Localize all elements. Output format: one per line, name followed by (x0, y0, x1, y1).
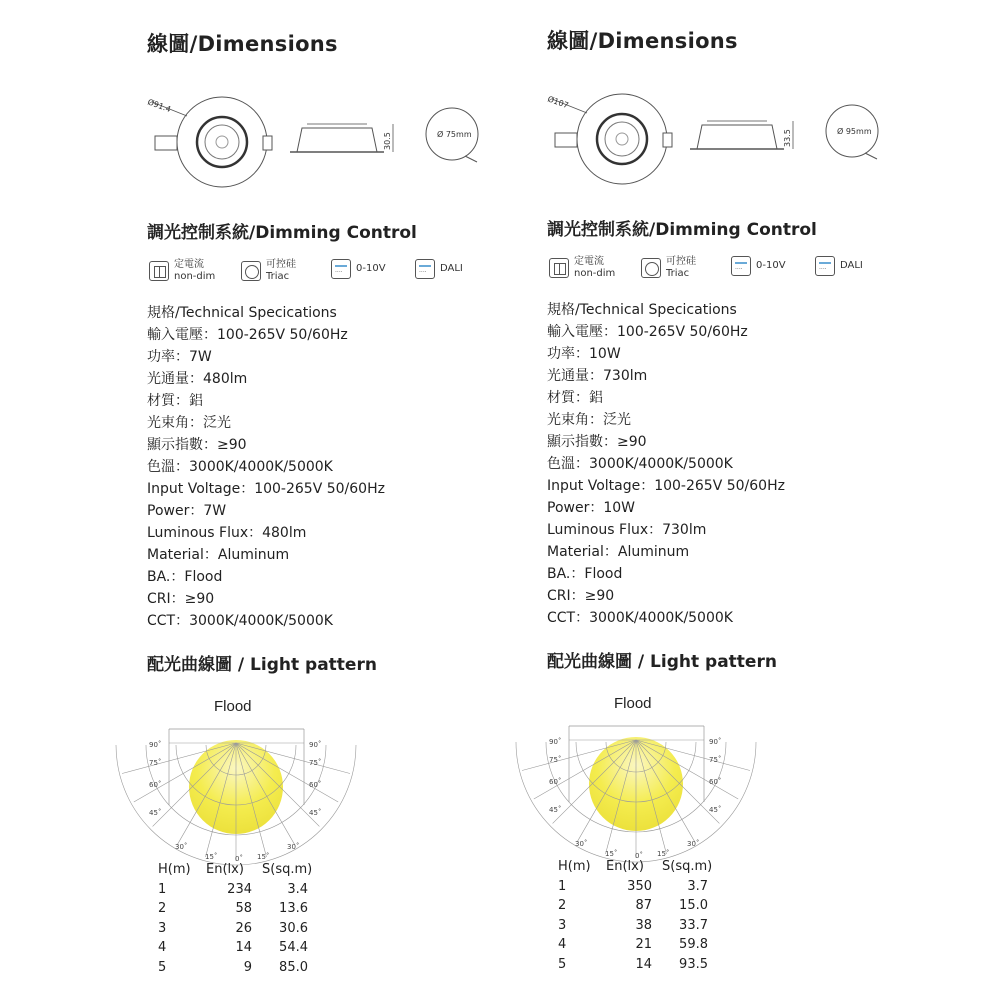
dimming-label-line1: 可控硅 (666, 256, 696, 267)
table-cell: 59.8 (679, 937, 708, 952)
top-view-outer (577, 94, 667, 184)
table-row (558, 955, 718, 975)
dimming-label-line1: 0-10V (356, 263, 386, 274)
dimming-option (641, 256, 696, 280)
dimming-label-line1: DALI (840, 260, 863, 271)
angle-label: 15˚ (205, 853, 218, 861)
spec-list (147, 302, 385, 632)
0-10v-icon: ···· (731, 256, 751, 276)
angle-label: 75˚ (309, 759, 322, 767)
polar-chart-title: Flood (214, 698, 252, 715)
triac-icon (241, 261, 261, 281)
spec-line: CCT：3000K/4000K/5000K (147, 613, 333, 629)
dimming-options (149, 259, 489, 289)
spec-list (547, 299, 785, 629)
angle-label: 90˚ (149, 741, 162, 749)
diameter-label: Ø107 (546, 94, 570, 111)
dimming-label-line2: non-dim (574, 268, 616, 279)
spec-line: 功率：10W (547, 346, 621, 362)
height-label: 33.5 (783, 129, 792, 147)
table-cell: 3.4 (287, 881, 308, 897)
dimming-option (731, 256, 786, 276)
triac-icon (641, 258, 661, 278)
dimming-label-line2: Triac (666, 268, 690, 279)
top-view-outer (177, 97, 267, 187)
spec-heading: 規格/Technical Specications (547, 302, 737, 318)
dimming-option (815, 256, 863, 276)
dimming-options (549, 256, 889, 286)
angle-label: 90˚ (549, 738, 562, 746)
spec-line: 材質：鋁 (547, 390, 603, 406)
dimming-option (415, 259, 463, 279)
angle-label: 30˚ (175, 843, 188, 851)
table-cell: 350 (627, 878, 652, 894)
dali-icon: ···· (415, 259, 435, 279)
angle-label: 45˚ (709, 806, 722, 814)
light-pattern-title: 配光曲線圖 / Light pattern (547, 652, 777, 672)
spec-line: BA.：Flood (147, 569, 223, 585)
angle-label: 15˚ (605, 850, 618, 858)
table-cell: 5 (558, 956, 567, 972)
table-header-cell: H(m) (158, 862, 191, 877)
table-header-cell: H(m) (558, 859, 591, 874)
dimming-title: 調光控制系統/Dimming Control (547, 220, 817, 240)
table-row (558, 896, 718, 916)
dimming-label-line1: 定電流 (174, 259, 204, 270)
spec-line: 色溫：3000K/4000K/5000K (147, 459, 333, 475)
angle-label: 30˚ (687, 840, 700, 848)
table-row (158, 919, 318, 939)
illuminance-table (158, 860, 318, 977)
table-row (158, 899, 318, 919)
spec-line: Material：Aluminum (547, 544, 690, 560)
cutout-label: Ø 75mm (437, 130, 472, 139)
spec-line: 光束角：泛光 (547, 412, 631, 428)
angle-label: 75˚ (549, 756, 562, 764)
spec-line: 顯示指數：≥90 (147, 437, 247, 453)
light-distribution-chart (147, 715, 322, 875)
angle-label: 30˚ (575, 840, 588, 848)
light-pattern-title: 配光曲線圖 / Light pattern (147, 655, 377, 675)
spec-heading: 規格/Technical Specications (147, 305, 337, 321)
dimming-option (549, 256, 615, 280)
angle-label: 0˚ (635, 852, 643, 860)
spec-line: 光束角：泛光 (147, 415, 231, 431)
table-cell: 3 (558, 917, 567, 933)
angle-label: 60˚ (309, 781, 322, 789)
spec-line: 光通量：480lm (147, 371, 248, 387)
angle-label: 60˚ (549, 778, 562, 786)
side-view-body (697, 125, 777, 149)
dimming-label (174, 259, 215, 283)
spring-clip-right (263, 136, 272, 150)
table-cell: 85.0 (279, 959, 308, 975)
height-label: 30.5 (383, 132, 392, 150)
table-row (558, 935, 718, 955)
table-cell: 4 (558, 937, 567, 952)
cutout-saw-icon (865, 153, 877, 159)
table-cell: 21 (635, 937, 652, 952)
cutout-saw-icon (465, 156, 477, 162)
angle-label: 30˚ (287, 843, 300, 851)
dimming-label (840, 260, 863, 272)
dimming-option (331, 259, 386, 279)
spec-line: Power：10W (547, 500, 635, 516)
illuminance-table (558, 857, 718, 974)
spec-line: BA.：Flood (547, 566, 623, 582)
spec-line: Power：7W (147, 503, 227, 519)
spec-line: CCT：3000K/4000K/5000K (547, 610, 733, 626)
table-header-cell: En(lx) (606, 859, 644, 874)
constant-current-icon (549, 258, 569, 278)
angle-label: 60˚ (709, 778, 722, 786)
dimming-label-line2: non-dim (174, 271, 216, 282)
table-cell: 4 (158, 940, 167, 955)
angle-label: 15˚ (657, 850, 670, 858)
spec-line: Luminous Flux：480lm (147, 525, 307, 541)
cutout-label: Ø 95mm (837, 127, 872, 136)
spring-clip-left (155, 136, 177, 150)
dimming-title: 調光控制系統/Dimming Control (147, 223, 417, 243)
angle-label: 45˚ (149, 809, 162, 817)
table-cell: 3.7 (687, 878, 708, 894)
table-cell: 38 (635, 917, 652, 933)
product-column-right (547, 0, 907, 1000)
table-cell: 93.5 (679, 956, 708, 972)
dimming-label-line1: 0-10V (756, 260, 786, 271)
dimming-label-line1: 定電流 (574, 256, 604, 267)
angle-label: 45˚ (309, 809, 322, 817)
angle-label: 15˚ (257, 853, 270, 861)
table-row (558, 877, 718, 897)
table-cell: 15.0 (679, 898, 708, 913)
table-row (158, 958, 318, 978)
spec-line: CRI：≥90 (547, 588, 615, 604)
table-header-cell: S(sq.m) (662, 859, 713, 874)
table-header (158, 860, 318, 880)
constant-current-icon (149, 261, 169, 281)
spec-line: 光通量：730lm (547, 368, 648, 384)
table-cell: 14 (635, 956, 652, 972)
dimming-option (241, 259, 296, 283)
spec-line: 色溫：3000K/4000K/5000K (547, 456, 733, 472)
diameter-label: Ø91.4 (146, 97, 173, 115)
table-header-cell: En(lx) (206, 862, 244, 877)
spec-line: 顯示指數：≥90 (547, 434, 647, 450)
dimension-drawing (547, 81, 892, 181)
table-row (158, 880, 318, 900)
spec-line: 功率：7W (147, 349, 212, 365)
table-cell: 58 (235, 901, 252, 916)
table-cell: 30.6 (279, 920, 308, 936)
spec-line: 輸入電壓：100-265V 50/60Hz (547, 324, 748, 340)
product-column-left (147, 0, 507, 1000)
dimming-label-line2: Triac (266, 271, 290, 282)
table-cell: 87 (635, 898, 652, 913)
angle-label: 60˚ (149, 781, 162, 789)
dimming-label (266, 259, 296, 283)
dimming-label (574, 256, 615, 280)
dali-icon: ···· (815, 256, 835, 276)
dimming-label (666, 256, 696, 280)
table-cell: 1 (558, 878, 567, 894)
angle-label: 75˚ (149, 759, 162, 767)
dimming-label-line1: 可控硅 (266, 259, 296, 270)
dimming-label-line1: DALI (440, 263, 463, 274)
dimming-option (149, 259, 215, 283)
dimensions-title: 線圖/Dimensions (547, 29, 738, 53)
table-cell: 9 (243, 959, 252, 975)
spec-line: 輸入電壓：100-265V 50/60Hz (147, 327, 348, 343)
table-row (158, 938, 318, 958)
table-cell: 1 (158, 881, 167, 897)
polar-chart-title: Flood (614, 695, 652, 712)
spring-clip-right (663, 133, 672, 147)
side-view-body (297, 128, 377, 152)
dimming-label (756, 260, 786, 272)
angle-label: 90˚ (709, 738, 722, 746)
spec-line: Material：Aluminum (147, 547, 290, 563)
dimensions-title: 線圖/Dimensions (147, 32, 338, 56)
table-cell: 3 (158, 920, 167, 936)
spec-line: 材質：鋁 (147, 393, 203, 409)
spec-line: CRI：≥90 (147, 591, 215, 607)
spec-line: Input Voltage：100-265V 50/60Hz (547, 478, 785, 494)
spec-line: Luminous Flux：730lm (547, 522, 707, 538)
angle-label: 0˚ (235, 855, 243, 863)
table-cell: 33.7 (679, 917, 708, 933)
table-cell: 26 (235, 920, 252, 936)
table-cell: 13.6 (279, 901, 308, 916)
angle-label: 45˚ (549, 806, 562, 814)
light-distribution-chart (547, 712, 722, 872)
table-cell: 2 (558, 898, 567, 913)
table-header-cell: S(sq.m) (262, 862, 313, 877)
angle-label: 75˚ (709, 756, 722, 764)
table-cell: 2 (158, 901, 167, 916)
spec-line: Input Voltage：100-265V 50/60Hz (147, 481, 385, 497)
dimming-label (440, 263, 463, 275)
angle-label: 90˚ (309, 741, 322, 749)
dimension-drawing (147, 84, 492, 184)
table-row (558, 916, 718, 936)
table-cell: 234 (227, 881, 252, 897)
table-cell: 54.4 (279, 940, 308, 955)
table-header (558, 857, 718, 877)
0-10v-icon: ···· (331, 259, 351, 279)
table-cell: 5 (158, 959, 167, 975)
dimming-label (356, 263, 386, 275)
table-cell: 14 (235, 940, 252, 955)
spring-clip-left (555, 133, 577, 147)
